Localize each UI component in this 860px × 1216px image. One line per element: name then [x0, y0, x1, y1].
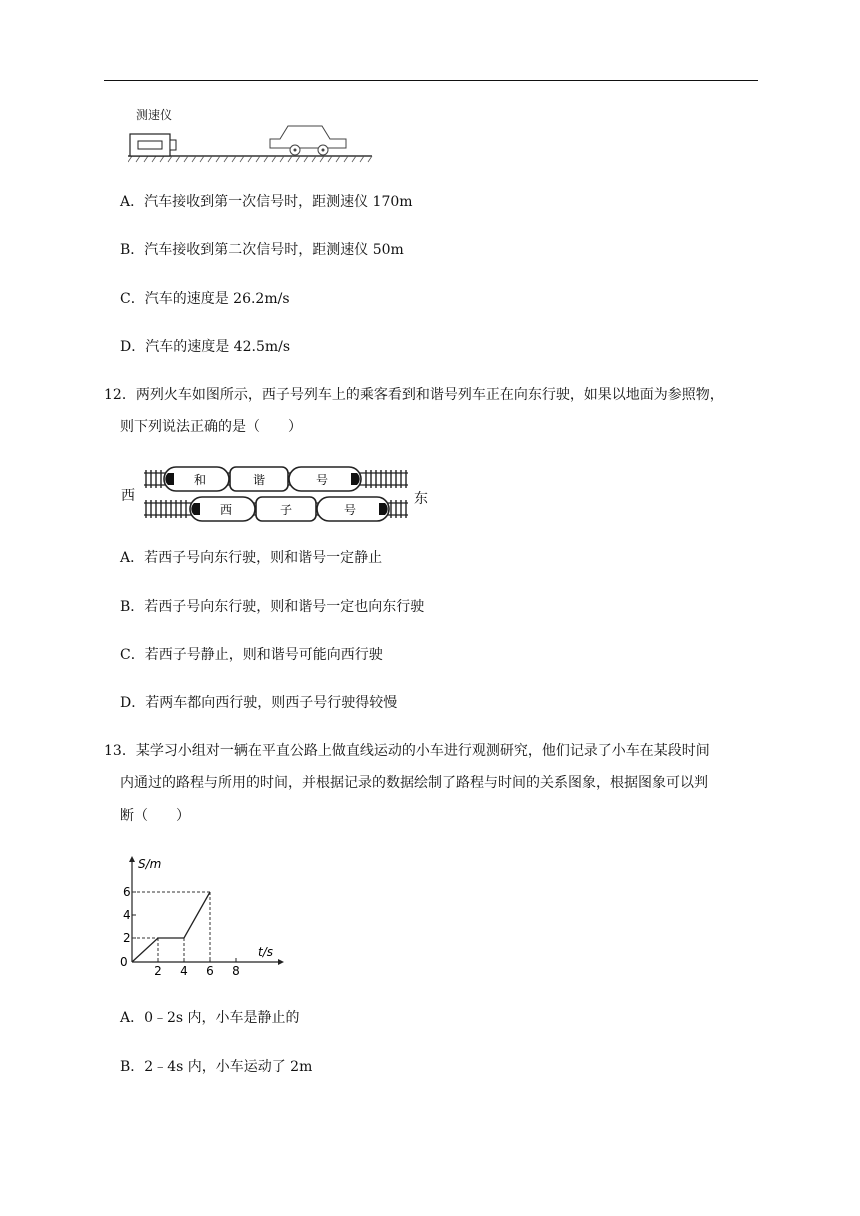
q11-option-c: C．汽车的速度是 26.2m/s — [120, 291, 290, 307]
q13-option-b: B．2﹣4s 内，小车运动了 2m — [120, 1059, 313, 1075]
graph-xtick-8: 8 — [232, 964, 240, 976]
train-bottom-char-1: 西 — [219, 503, 233, 517]
graph-origin: 0 — [120, 955, 128, 969]
graph-ytick-6: 6 — [123, 885, 131, 899]
graph-ytick-4: 4 — [123, 908, 131, 922]
q12-option-a: A．若西子号向东行驶，则和谐号一定静止 — [120, 550, 383, 566]
speedometer-label: 测速仪 — [136, 108, 173, 122]
train-bottom-char-3: 号 — [343, 503, 357, 517]
distance-time-graph — [118, 854, 288, 976]
header-rule — [104, 80, 758, 81]
q12-stem-line1: 12．两列火车如图所示，西子号列车上的乘客看到和谐号列车正在向东行驶，如果以地面为参照物， — [104, 387, 724, 403]
graph-ylabel: S/m — [138, 857, 162, 871]
q13-stem-line3: 断（ ） — [120, 808, 190, 824]
train-bottom-char-2: 子 — [279, 503, 293, 517]
trains-figure — [118, 462, 438, 526]
q11-option-d: D．汽车的速度是 42.5m/s — [120, 339, 291, 355]
speedometer-figure — [128, 104, 378, 170]
train-top-char-1: 和 — [193, 473, 207, 487]
graph-xtick-2: 2 — [154, 964, 162, 976]
q13-stem-line1: 13．某学习小组对一辆在平直公路上做直线运动的小车进行观测研究，他们记录了小车在某段时间 — [104, 743, 710, 759]
graph-xtick-4: 4 — [180, 964, 188, 976]
graph-drawing — [118, 854, 288, 976]
q12-option-c: C．若西子号静止，则和谐号可能向西行驶 — [120, 647, 383, 663]
graph-xlabel: t/s — [258, 945, 273, 959]
speedometer-drawing — [128, 104, 378, 170]
graph-ytick-2: 2 — [123, 931, 131, 945]
q12-option-b: B．若西子号向东行驶，则和谐号一定也向东行驶 — [120, 599, 425, 615]
q11-option-a: A．汽车接收到第一次信号时，距测速仪 170m — [120, 194, 413, 210]
train-top-char-3: 号 — [315, 473, 329, 487]
east-label: 东 — [414, 491, 428, 507]
train-top-char-2: 谐 — [252, 473, 266, 487]
q12-stem-line2: 则下列说法正确的是（ ） — [120, 419, 302, 435]
q11-option-b: B．汽车接收到第二次信号时，距测速仪 50m — [120, 242, 404, 258]
q13-stem-line2: 内通过的路程与所用的时间，并根据记录的数据绘制了路程与时间的关系图象，根据图象可以判 — [120, 775, 708, 791]
west-label: 西 — [121, 488, 135, 504]
graph-line — [132, 892, 210, 962]
trains-drawing — [118, 462, 438, 526]
graph-xtick-6: 6 — [206, 964, 214, 976]
q12-option-d: D．若两车都向西行驶，则西子号行驶得较慢 — [120, 695, 398, 711]
q13-option-a: A．0﹣2s 内，小车是静止的 — [120, 1010, 300, 1026]
